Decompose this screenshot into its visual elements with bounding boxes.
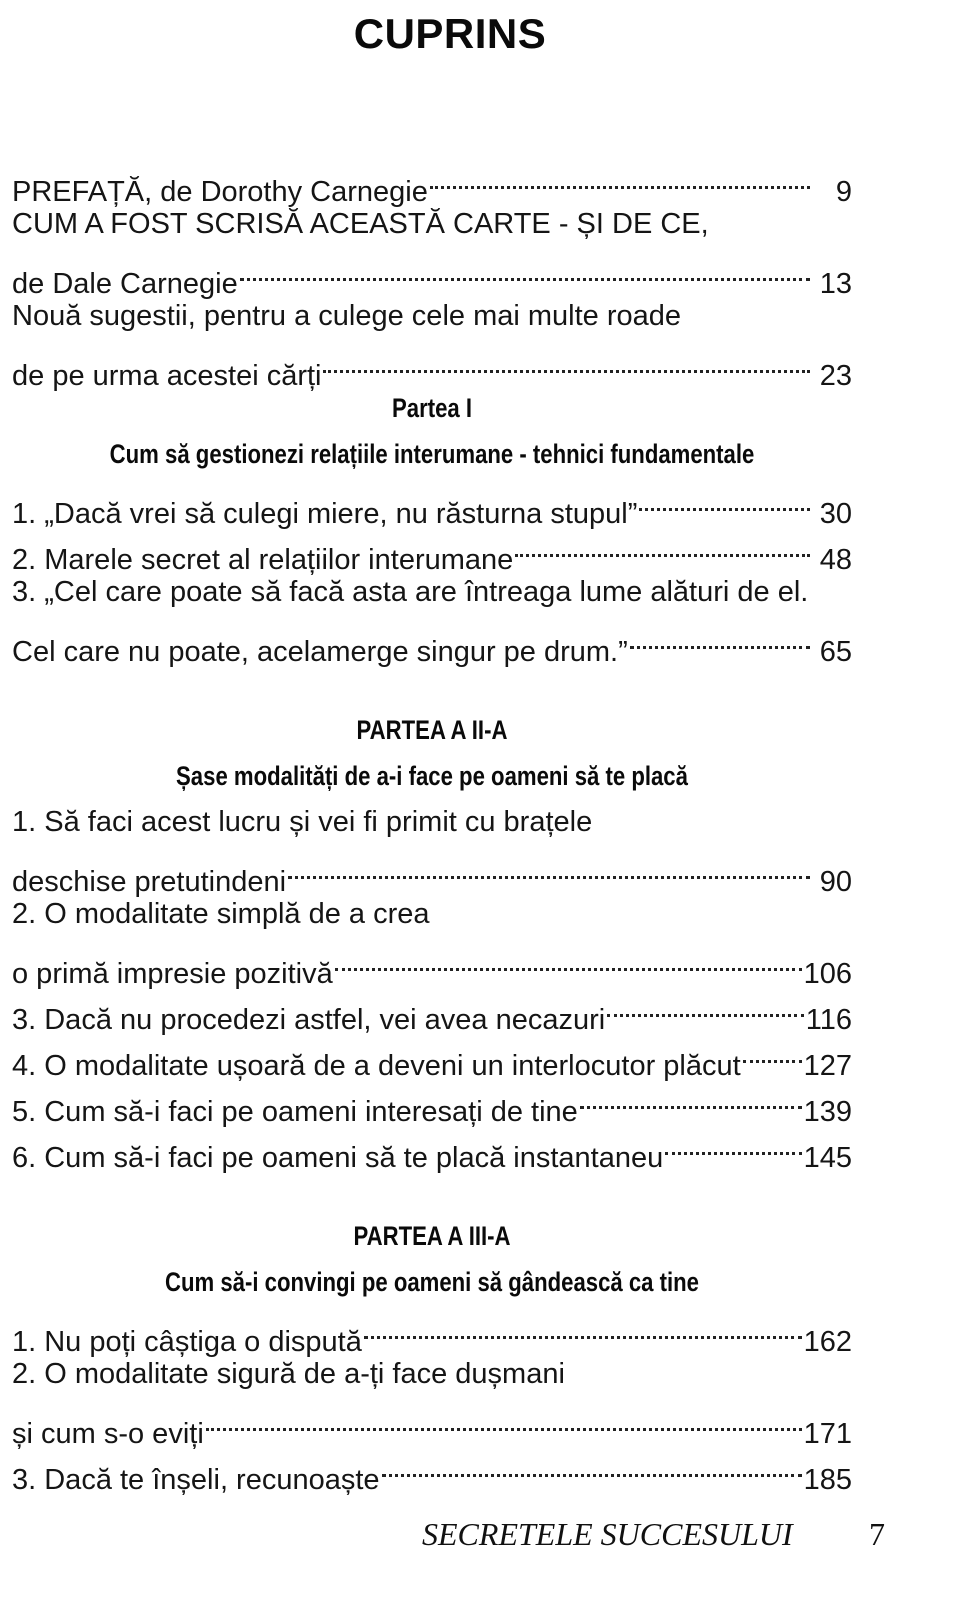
toc-entry-label: 2. O modalitate simplă de a crea	[12, 898, 430, 930]
toc-entry-label: de pe urma acestei cărți	[12, 360, 322, 392]
part-3-heading: PARTEA A III-A	[353, 1221, 511, 1251]
toc-entry-label: de Dale Carnegie	[12, 268, 238, 300]
dot-leader	[607, 983, 804, 1029]
toc-entry-part2-ch2-line1[interactable]	[12, 891, 852, 937]
toc-page-number: 139	[803, 1096, 852, 1128]
toc-entry-part3-ch2[interactable]	[12, 1397, 852, 1450]
toc-entry-part2-ch1-line1[interactable]	[12, 799, 852, 845]
toc-entry-suggestions[interactable]	[12, 339, 852, 392]
toc-page-number: 65	[819, 636, 852, 668]
toc-entry-label: Nouă sugestii, pentru a culege cele mai multe roade	[12, 300, 681, 332]
toc-page-number: 162	[803, 1326, 852, 1358]
toc-entry-label: o primă impresie pozitivă	[12, 958, 333, 990]
dot-leader	[515, 523, 810, 569]
toc-page-number: 9	[835, 176, 852, 208]
toc-page-number: 13	[819, 268, 852, 300]
dot-leader	[630, 615, 810, 661]
toc-entry-label: 3. Dacă te înșeli, recunoaște	[12, 1464, 380, 1496]
toc-entry-suggestions-line1[interactable]	[12, 293, 852, 339]
dot-leader	[580, 1075, 802, 1121]
toc-entry-part3-ch2-line1[interactable]	[12, 1351, 852, 1397]
toc-page-number: 185	[803, 1464, 852, 1496]
toc-entry-part1-ch3-line1[interactable]	[12, 569, 852, 615]
toc-page-number: 145	[803, 1142, 852, 1174]
toc-entry-label: PREFAȚĂ, de Dorothy Carnegie	[12, 176, 428, 208]
toc-page-number: 48	[819, 544, 852, 576]
toc-entry-preface[interactable]	[12, 155, 852, 208]
toc-entry-part1-ch1[interactable]	[12, 477, 852, 530]
toc-page-number: 23	[819, 360, 852, 392]
dot-leader	[665, 1121, 801, 1167]
page-title: CUPRINS	[353, 10, 547, 57]
dot-leader	[323, 339, 810, 385]
toc-entry-part2-ch1[interactable]	[12, 845, 852, 898]
dot-leader	[382, 1443, 802, 1489]
dot-leader	[743, 1029, 802, 1075]
part-2-heading: PARTEA A II-A	[356, 715, 508, 745]
toc-entry-part3-ch1[interactable]	[12, 1305, 852, 1358]
toc-entry-label: 6. Cum să-i faci pe oameni să te placă instantaneu	[12, 1142, 664, 1174]
toc-entry-label: 1. „Dacă vrei să culegi miere, nu răsturna stupul”	[12, 498, 638, 530]
toc-entry-label: 2. O modalitate sigură de a-ți face dușmani	[12, 1358, 565, 1390]
dot-leader	[364, 1305, 802, 1351]
toc-entry-label: Cel care nu poate, acelamerge singur pe drum.”	[12, 636, 628, 668]
dot-leader	[335, 937, 802, 983]
toc-page-number: 90	[819, 866, 852, 898]
toc-entry-label: 2. Marele secret al relațiilor interumane	[12, 544, 514, 576]
toc-page-number: 106	[803, 958, 852, 990]
toc-page-number: 116	[805, 1004, 852, 1036]
part-2-subtitle: Șase modalități de a-i face pe oameni să te placă	[176, 761, 688, 791]
toc-entry-label: CUM A FOST SCRISĂ ACEASTĂ CARTE - ȘI DE CE,	[12, 208, 709, 240]
toc-entry-label: 3. Dacă nu procedezi astfel, vei avea necazuri	[12, 1004, 606, 1036]
dot-leader	[639, 477, 810, 523]
running-footer-title: SECRETELE SUCCESULUI	[422, 1516, 793, 1552]
toc-entry-label: 5. Cum să-i faci pe oameni interesați de tine	[12, 1096, 578, 1128]
dot-leader	[430, 155, 810, 201]
footer-page-number: 7	[869, 1516, 885, 1552]
toc-entry-label: 4. O modalitate ușoară de a deveni un interlocutor plăcut	[12, 1050, 741, 1082]
dot-leader	[206, 1397, 802, 1443]
part-3-subtitle: Cum să-i convingi pe oameni să gândească ca tine	[165, 1267, 699, 1297]
toc-entry-how-written[interactable]	[12, 247, 852, 300]
dot-leader	[240, 247, 810, 293]
table-of-contents	[12, 155, 852, 1496]
toc-entry-label: 1. Nu poți câștiga o dispută	[12, 1326, 362, 1358]
toc-entry-part2-ch2[interactable]	[12, 937, 852, 990]
toc-page-number: 127	[803, 1050, 852, 1082]
page-footer	[0, 1512, 957, 1562]
toc-entry-part1-ch3[interactable]	[12, 615, 852, 668]
part-1-heading: Partea I	[391, 393, 473, 423]
toc-entry-label: 3. „Cel care poate să facă asta are întreaga lume alături de el.	[12, 576, 809, 608]
dot-leader	[288, 845, 810, 891]
toc-entry-label: 1. Să faci acest lucru și vei fi primit cu brațele	[12, 806, 593, 838]
toc-entry-label: deschise pretutindeni	[12, 866, 287, 898]
toc-page-number: 171	[803, 1418, 852, 1450]
part-1-subtitle: Cum să gestionezi relațiile interumane - tehnici fundamentale	[109, 439, 755, 469]
toc-entry-label: și cum s-o eviți	[12, 1418, 204, 1450]
toc-page-number: 30	[819, 498, 852, 530]
toc-entry-how-written-line1[interactable]	[12, 201, 852, 247]
